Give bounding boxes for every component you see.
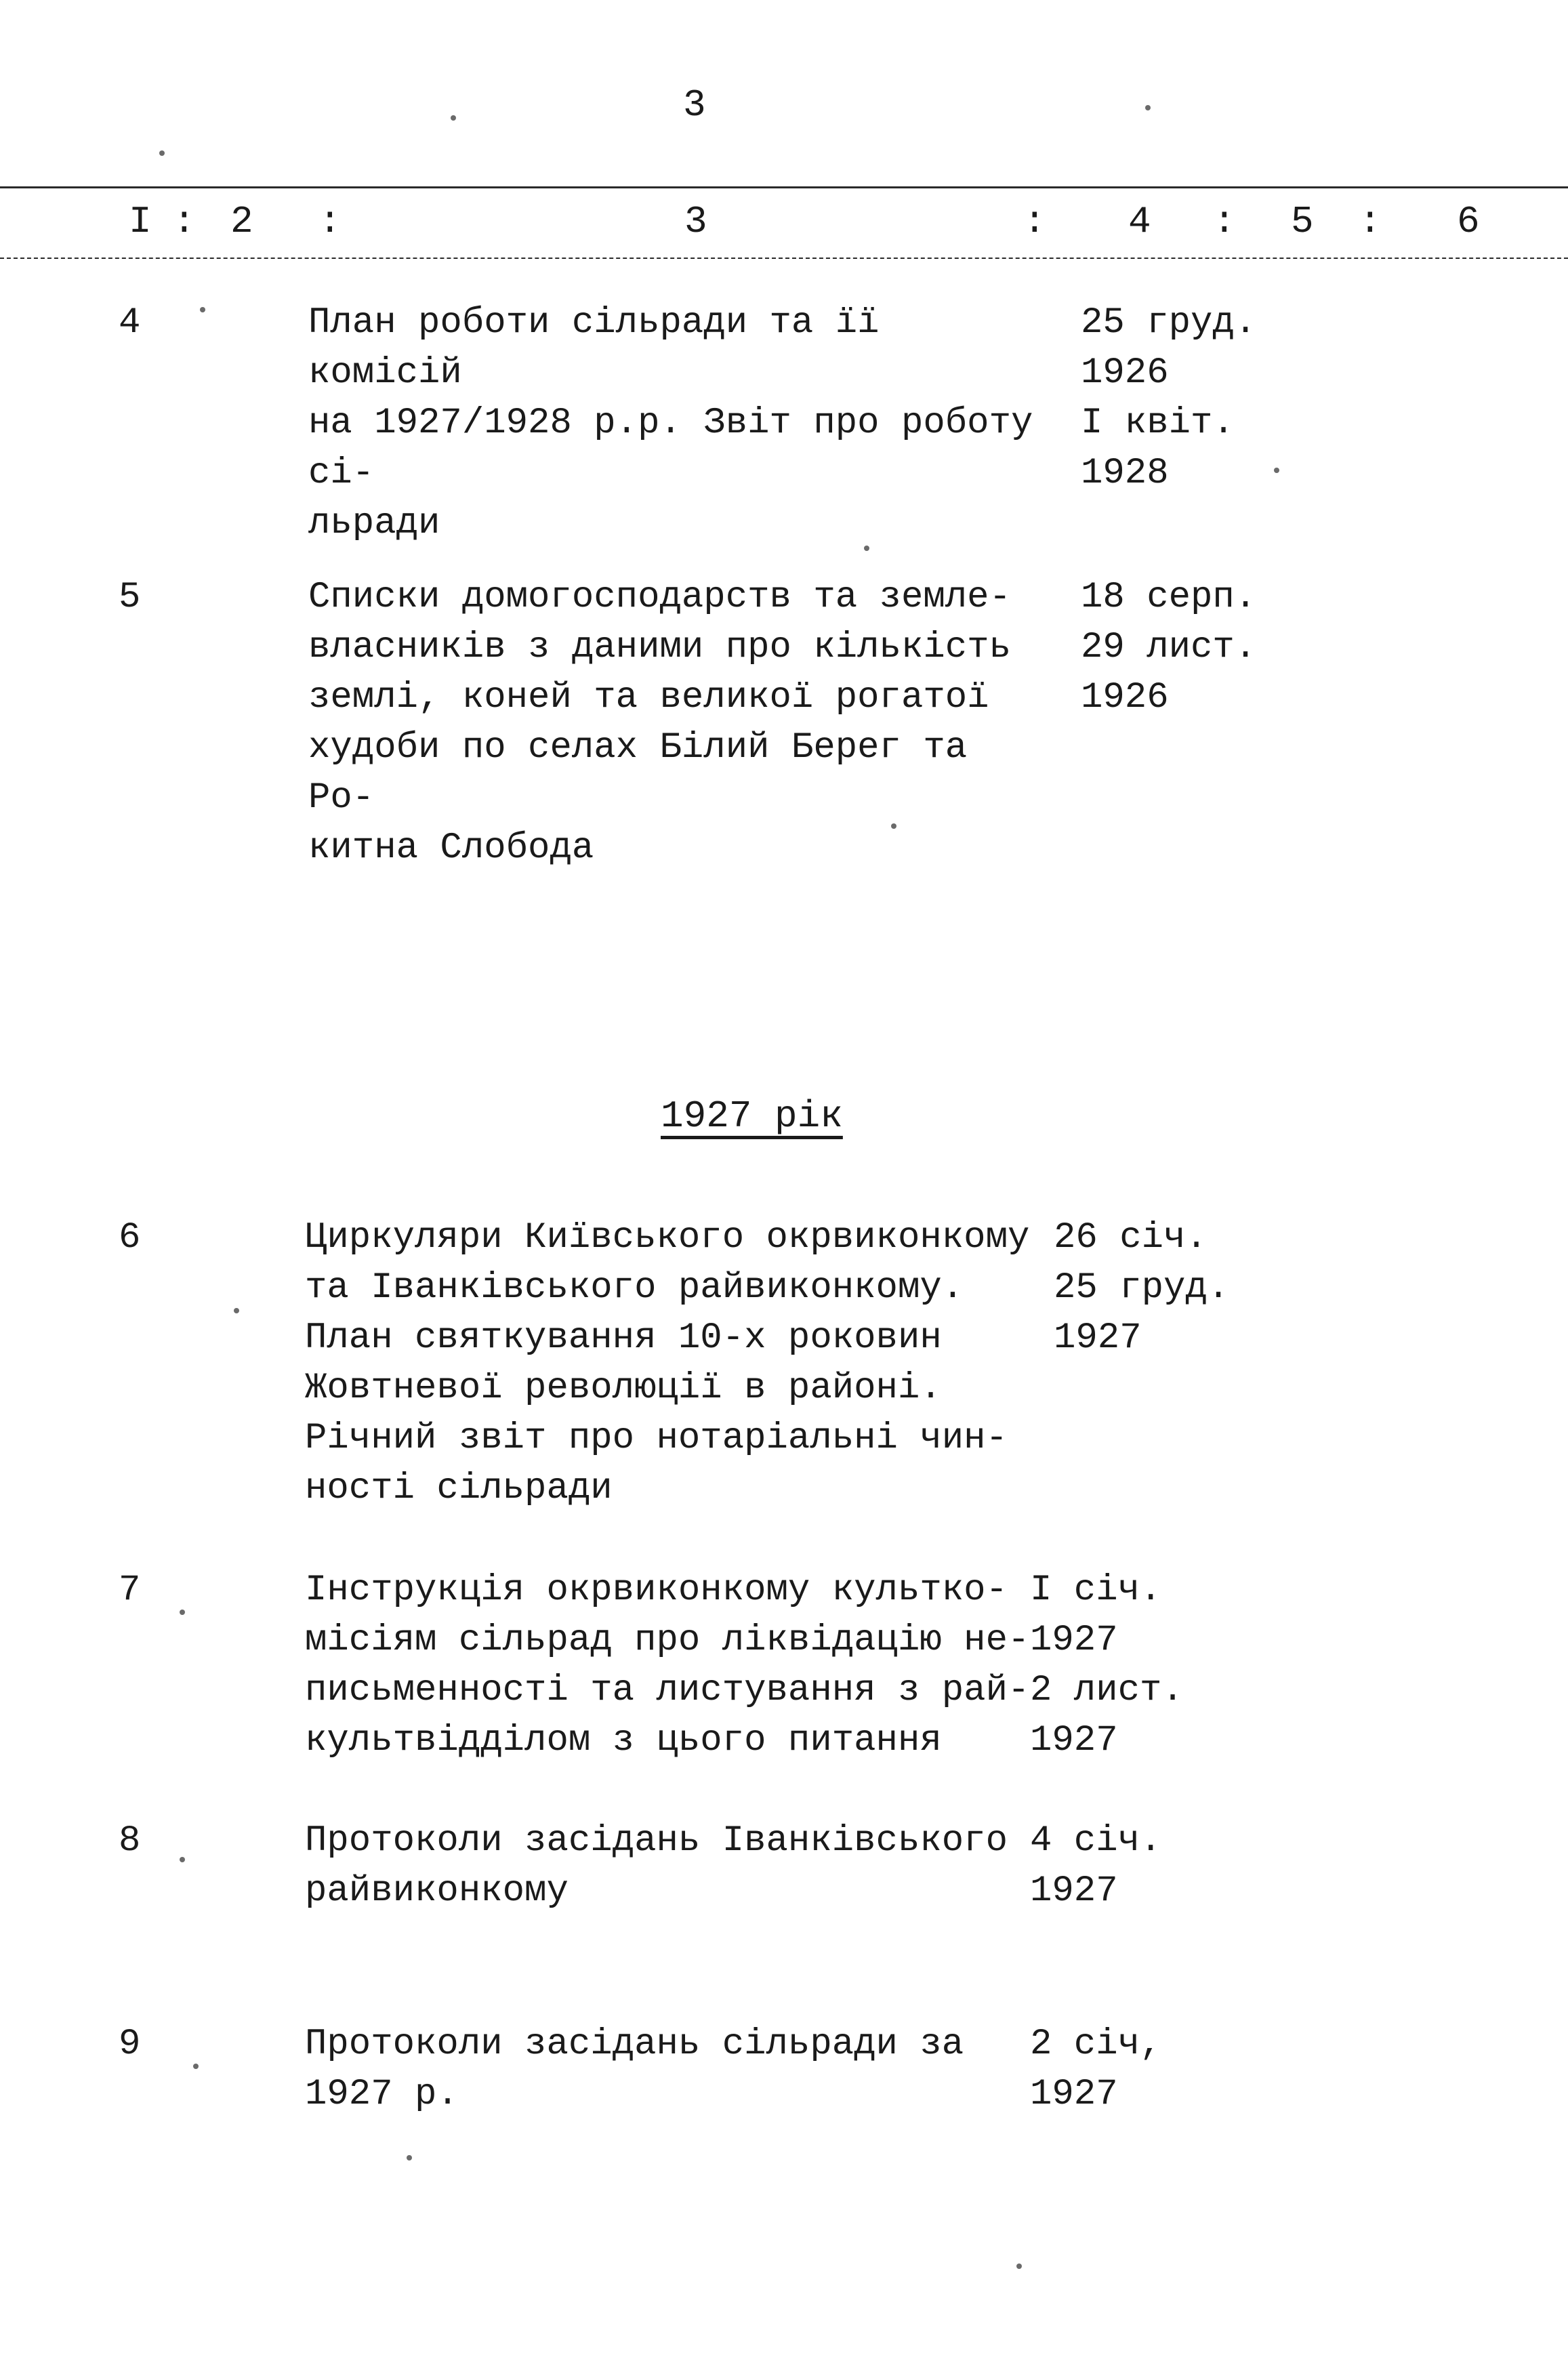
scan-speck: [451, 115, 456, 121]
scan-speck: [407, 2155, 412, 2161]
column-header-2: 2: [230, 200, 253, 243]
entry-number: 4: [119, 302, 141, 344]
scan-speck: [1016, 2264, 1022, 2269]
scan-speck: [180, 1610, 185, 1615]
column-header-sep: :: [1359, 200, 1382, 243]
header-bottom-rule: [0, 258, 1568, 259]
entry-dates: 26 січ. 25 груд. 1927: [1054, 1217, 1230, 1359]
entry-description: План роботи сільради та її комісій на 1927/1928 р.р. Звіт про роботу сі- льради: [308, 302, 1033, 544]
entry-dates: 4 січ. 1927: [1030, 1820, 1162, 1912]
column-header-sep: :: [1213, 200, 1236, 243]
column-header-3: 3: [684, 200, 707, 243]
entry-description: Циркуляри Київського окрвиконкому та Іванківського райвиконкому. План святкування 10-х роковин Жовтневої революції в районі. Річний звіт про нотаріальні чин- ності сільради: [305, 1217, 1030, 1509]
header-top-rule: [0, 186, 1568, 188]
column-header-sep: :: [318, 200, 342, 243]
entry-description: Протоколи засідань сільради за 1927 р.: [305, 2024, 964, 2115]
entry-number: 9: [119, 2024, 141, 2065]
column-header-1: I: [129, 200, 152, 243]
scan-speck: [193, 2064, 199, 2069]
scan-speck: [180, 1857, 185, 1862]
scan-speck: [891, 823, 896, 829]
entry-number: 6: [119, 1217, 141, 1258]
entry-number: 5: [119, 577, 141, 618]
column-header-4: 4: [1128, 200, 1151, 243]
entry-dates: 18 серп. 29 лист. 1926: [1081, 577, 1257, 718]
scan-speck: [864, 546, 869, 551]
entry-number: 8: [119, 1820, 141, 1862]
scan-speck: [1274, 468, 1279, 473]
column-header-6: 6: [1457, 200, 1480, 243]
scan-speck: [1145, 105, 1151, 110]
entry-number: 7: [119, 1570, 141, 1611]
column-header-5: 5: [1291, 200, 1314, 243]
entry-dates: I січ. 1927 2 лист. 1927: [1030, 1570, 1184, 1761]
entry-description: Інструкція окрвиконкому культко- місіям сільрад про ліквідацію не- письменності та листування з рай- культвідділом з цього питання: [305, 1570, 1030, 1761]
entry-dates: 2 січ, 1927: [1030, 2024, 1162, 2115]
entry-description: Списки домогосподарств та земле- власників з даними про кількість землі, коней та великої рогатої худоби по селах Білий Берег та Ро- китна Слобода: [308, 577, 1011, 869]
scan-speck: [200, 307, 205, 312]
entry-dates: 25 груд. 1926 I квіт. 1928: [1081, 302, 1257, 494]
entry-description: Протоколи засідань Іванківського райвиконкому: [305, 1820, 1008, 1912]
column-header-sep: :: [1023, 200, 1046, 243]
scan-speck: [159, 150, 165, 156]
scan-speck: [234, 1308, 239, 1313]
page-number: 3: [683, 83, 706, 127]
column-header-sep: :: [173, 200, 196, 243]
year-section-heading: 1927 рік: [661, 1094, 843, 1138]
